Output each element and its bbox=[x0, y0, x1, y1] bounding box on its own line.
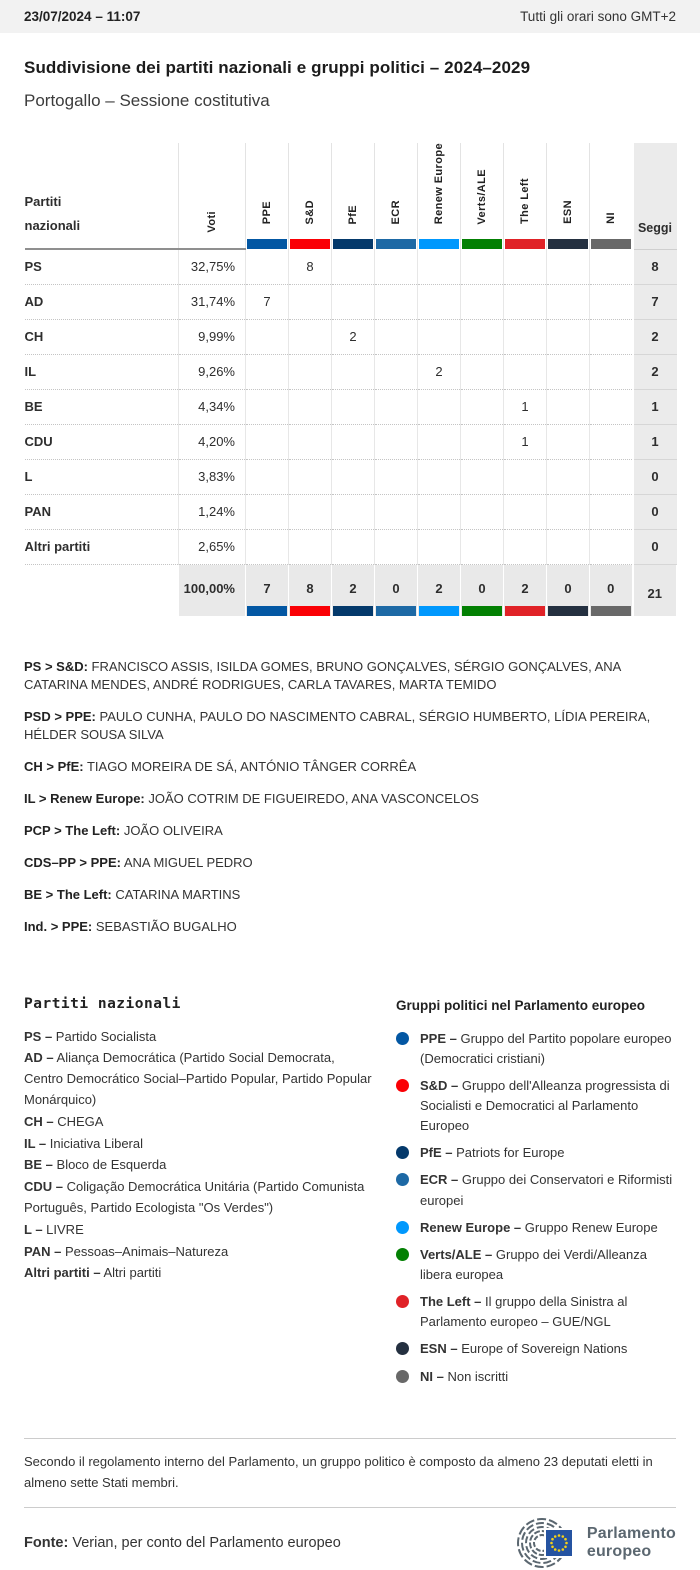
column-header-group bbox=[332, 143, 375, 249]
group-legend-text: Renew Europe – Gruppo Renew Europe bbox=[420, 1219, 658, 1235]
seats-cell bbox=[375, 284, 418, 319]
seats-cell bbox=[246, 494, 289, 529]
seats-cell bbox=[246, 249, 289, 284]
group-color-bar bbox=[548, 606, 588, 616]
seats-cell bbox=[418, 459, 461, 494]
column-header-group bbox=[504, 143, 547, 249]
party-abbr: L – bbox=[24, 1221, 43, 1237]
seats-cell bbox=[418, 389, 461, 424]
group-legend-text: PfE – Patriots for Europe bbox=[420, 1145, 565, 1161]
group-abbr: ECR – bbox=[420, 1172, 459, 1188]
seats-cell bbox=[461, 284, 504, 319]
votes-cell: 9,99% bbox=[179, 319, 246, 354]
timezone-note: Tutti gli orari sono GMT+2 bbox=[520, 9, 676, 24]
group-legend-item bbox=[396, 1292, 676, 1332]
national-parties-legend-heading: Partiti nazionali bbox=[24, 995, 181, 1012]
party-cell: BE bbox=[25, 389, 179, 424]
seats-cell bbox=[504, 354, 547, 389]
total-seats-cell: 7 bbox=[633, 284, 677, 319]
page-subtitle: Portogallo – Sessione costitutiva bbox=[24, 91, 270, 110]
delegations-list bbox=[24, 658, 676, 935]
column-header-label: Verts/ALE bbox=[476, 168, 488, 225]
party-cell: L bbox=[25, 459, 179, 494]
total-seats-cell: 1 bbox=[633, 389, 677, 424]
seats-cell bbox=[418, 424, 461, 459]
group-color-bar bbox=[419, 239, 459, 249]
party-legend-item: CDU – Coligação Democrática Unitária (Partido Comunista Português, Partido Ecologista "Os Verdes") bbox=[24, 1179, 365, 1215]
column-header-group bbox=[289, 143, 332, 249]
seats-cell bbox=[461, 354, 504, 389]
group-color-bar bbox=[290, 239, 330, 249]
group-legend-item bbox=[396, 1143, 676, 1163]
ep-hemicycle-icon bbox=[516, 1516, 578, 1570]
votes-cell: 1,24% bbox=[179, 494, 246, 529]
party-legend-item: CH – CHEGA bbox=[24, 1113, 104, 1129]
logo-line1: Parlamento bbox=[586, 1524, 676, 1542]
seats-cell bbox=[461, 494, 504, 529]
seats-cell bbox=[461, 249, 504, 284]
party-cell: PAN bbox=[25, 494, 179, 529]
delegation-entry: PS > S&D: FRANCISCO ASSIS, ISILDA GOMES, BRUNO GONÇALVES, SÉRGIO GONÇALVES, ANA CATARINA MENDES, ANDRÉ RODRIGUES, CARLA TAVARES, MARTA TEMIDO bbox=[24, 659, 621, 693]
seats-cell bbox=[375, 249, 418, 284]
column-header-label: The Left bbox=[519, 178, 531, 225]
seats-cell bbox=[332, 424, 375, 459]
seats-cell: 1 bbox=[504, 424, 547, 459]
delegation-label: PCP > The Left: bbox=[24, 822, 121, 838]
table-row bbox=[25, 529, 677, 564]
seats-cell bbox=[332, 249, 375, 284]
seats-cell bbox=[246, 529, 289, 564]
group-legend-item bbox=[396, 1339, 676, 1359]
group-legend-text: The Left – Il gruppo della Sinistra al Parlamento europeo – GUE/NGL bbox=[420, 1294, 628, 1330]
delegation-entry: Ind. > PPE: SEBASTIÃO BUGALHO bbox=[24, 918, 237, 934]
seats-cell bbox=[590, 529, 633, 564]
group-color-dot bbox=[396, 1173, 409, 1186]
delegation-label: CH > PfE: bbox=[24, 758, 84, 774]
seats-cell bbox=[590, 494, 633, 529]
column-header-label: ECR bbox=[390, 199, 402, 225]
votes-cell: 2,65% bbox=[179, 529, 246, 564]
party-abbr: PS – bbox=[24, 1028, 53, 1044]
seats-cell bbox=[590, 249, 633, 284]
seats-cell bbox=[375, 354, 418, 389]
group-legend-item bbox=[396, 1076, 676, 1136]
column-header-label: PPE bbox=[261, 201, 273, 225]
table-row bbox=[25, 494, 677, 529]
party-legend-item: AD – Aliança Democrática (Partido Social Democrata, Centro Democrático Social–Partido Popular, Partido Popular Monárquico) bbox=[24, 1050, 372, 1107]
group-color-bar bbox=[333, 239, 373, 249]
group-legend-item bbox=[396, 1367, 676, 1387]
table-row bbox=[25, 424, 677, 459]
column-header-label: NI bbox=[604, 212, 617, 225]
divider bbox=[24, 1438, 676, 1439]
group-abbr: PfE – bbox=[420, 1145, 453, 1161]
seats-cell bbox=[332, 389, 375, 424]
column-header-group bbox=[461, 143, 504, 249]
total-votes-cell: 100,00% bbox=[179, 564, 246, 616]
seats-cell bbox=[332, 354, 375, 389]
seats-cell bbox=[590, 284, 633, 319]
seats-cell bbox=[547, 389, 590, 424]
group-abbr: The Left – bbox=[420, 1294, 482, 1310]
delegation-entry: PCP > The Left: JOÃO OLIVEIRA bbox=[24, 822, 223, 838]
seats-cell: 1 bbox=[504, 389, 547, 424]
table-row bbox=[25, 459, 677, 494]
seats-cell: 7 bbox=[246, 284, 289, 319]
total-seats-by-group-cell: 0 bbox=[461, 564, 504, 616]
seats-table bbox=[24, 143, 677, 616]
column-header-group bbox=[590, 143, 633, 249]
total-seats-cell: 2 bbox=[633, 354, 677, 389]
source-text bbox=[24, 1535, 341, 1551]
column-header-label: PfE bbox=[347, 204, 359, 225]
group-color-bar bbox=[419, 606, 459, 616]
seats-cell bbox=[461, 389, 504, 424]
group-color-dot bbox=[396, 1370, 409, 1383]
group-color-bar bbox=[505, 606, 545, 616]
column-header-group bbox=[246, 143, 289, 249]
seats-cell bbox=[289, 284, 332, 319]
group-legend-text: NI – Non iscritti bbox=[420, 1368, 509, 1384]
delegation-entry: BE > The Left: CATARINA MARTINS bbox=[24, 886, 241, 902]
column-header-label: Renew Europe bbox=[433, 143, 445, 225]
eu-flag-icon bbox=[545, 1529, 573, 1557]
votes-cell: 3,83% bbox=[179, 459, 246, 494]
group-abbr: PPE – bbox=[420, 1030, 457, 1046]
european-parliament-logo bbox=[516, 1516, 676, 1570]
group-abbr: NI – bbox=[420, 1368, 444, 1384]
row-header-label: Partiti nazionali bbox=[24, 194, 81, 234]
group-color-bar bbox=[462, 606, 502, 616]
table-header-row bbox=[25, 143, 677, 249]
table-row bbox=[25, 354, 677, 389]
seats-cell bbox=[289, 459, 332, 494]
seats-cell bbox=[461, 424, 504, 459]
votes-cell: 32,75% bbox=[179, 249, 246, 284]
seats-cell bbox=[504, 249, 547, 284]
party-abbr: Altri partiti – bbox=[24, 1265, 101, 1281]
delegation-label: CDS–PP > PPE: bbox=[24, 854, 121, 870]
total-seats-by-group-cell: 0 bbox=[590, 564, 633, 616]
group-color-bar bbox=[591, 239, 631, 249]
party-legend-item: PAN – Pessoas–Animais–Natureza bbox=[24, 1243, 229, 1259]
seats-cell bbox=[590, 319, 633, 354]
group-legend-item bbox=[396, 1029, 676, 1069]
group-legend-text: PPE – Gruppo del Partito popolare europeo (Democratici cristiani) bbox=[420, 1030, 672, 1066]
total-seats-by-group-cell: 7 bbox=[246, 564, 289, 616]
table-row bbox=[25, 319, 677, 354]
total-seats-cell: 8 bbox=[633, 249, 677, 284]
party-cell: Altri partiti bbox=[25, 529, 179, 564]
party-legend-item: BE – Bloco de Esquerda bbox=[24, 1157, 167, 1173]
party-cell: AD bbox=[25, 284, 179, 319]
party-abbr: CH – bbox=[24, 1113, 54, 1129]
delegation-entry: CDS–PP > PPE: ANA MIGUEL PEDRO bbox=[24, 854, 253, 870]
total-spacer-cell bbox=[25, 564, 179, 616]
delegation-label: PSD > PPE: bbox=[24, 709, 96, 725]
party-legend-item: Altri partiti – Altri partiti bbox=[24, 1265, 162, 1281]
seats-cell bbox=[375, 494, 418, 529]
seats-cell bbox=[547, 529, 590, 564]
group-legend-item bbox=[396, 1170, 676, 1210]
column-header-label: S&D bbox=[304, 199, 316, 225]
total-seats-by-group-cell: 0 bbox=[375, 564, 418, 616]
national-parties-legend bbox=[24, 996, 372, 1394]
party-cell: PS bbox=[25, 249, 179, 284]
votes-cell: 31,74% bbox=[179, 284, 246, 319]
seats-cell bbox=[590, 459, 633, 494]
group-color-dot bbox=[396, 1079, 409, 1092]
seats-cell bbox=[590, 389, 633, 424]
seats-cell bbox=[547, 249, 590, 284]
seats-cell bbox=[504, 529, 547, 564]
column-header-group bbox=[547, 143, 590, 249]
group-abbr: S&D – bbox=[420, 1077, 459, 1093]
seats-cell bbox=[375, 319, 418, 354]
logo-wordmark bbox=[587, 1525, 676, 1560]
seats-cell bbox=[461, 529, 504, 564]
political-groups-legend-heading: Gruppi politici nel Parlamento europeo bbox=[396, 997, 646, 1013]
group-color-bar bbox=[462, 239, 502, 249]
seats-cell bbox=[590, 424, 633, 459]
delegation-entry: IL > Renew Europe: JOÃO COTRIM DE FIGUEIREDO, ANA VASCONCELOS bbox=[24, 790, 479, 806]
seats-cell bbox=[289, 529, 332, 564]
seats-cell bbox=[289, 319, 332, 354]
group-legend-text: Verts/ALE – Gruppo dei Verdi/Alleanza libera europea bbox=[420, 1246, 647, 1282]
total-seats-by-group-cell: 8 bbox=[289, 564, 332, 616]
votes-cell: 9,26% bbox=[179, 354, 246, 389]
delegation-entry: CH > PfE: TIAGO MOREIRA DE SÁ, ANTÓNIO TÂNGER CORRÊA bbox=[24, 758, 417, 774]
seats-cell bbox=[375, 389, 418, 424]
table-row bbox=[25, 389, 677, 424]
group-abbr: Renew Europe – bbox=[420, 1219, 522, 1235]
votes-cell: 4,34% bbox=[179, 389, 246, 424]
seats-cell bbox=[461, 319, 504, 354]
group-color-dot bbox=[396, 1221, 409, 1234]
logo-line2: europeo bbox=[586, 1542, 652, 1560]
group-color-dot bbox=[396, 1146, 409, 1159]
seats-cell bbox=[547, 459, 590, 494]
total-seats-cell: 0 bbox=[633, 459, 677, 494]
seats-cell bbox=[418, 249, 461, 284]
seats-cell bbox=[332, 284, 375, 319]
votes-cell: 4,20% bbox=[179, 424, 246, 459]
total-seats-by-group-cell: 2 bbox=[504, 564, 547, 616]
group-color-bar bbox=[505, 239, 545, 249]
party-legend-item: IL – Iniciativa Liberal bbox=[24, 1135, 143, 1151]
table-row bbox=[25, 284, 677, 319]
seats-cell bbox=[547, 319, 590, 354]
seats-cell bbox=[289, 354, 332, 389]
party-abbr: PAN – bbox=[24, 1243, 62, 1259]
column-header-group bbox=[375, 143, 418, 249]
total-seats-by-group-cell: 2 bbox=[418, 564, 461, 616]
total-seats-cell: 0 bbox=[633, 529, 677, 564]
seats-cell bbox=[418, 319, 461, 354]
seats-cell bbox=[547, 284, 590, 319]
seats-cell bbox=[289, 494, 332, 529]
party-legend-item: PS – Partido Socialista bbox=[24, 1028, 157, 1044]
total-seats-cell: 0 bbox=[633, 494, 677, 529]
group-color-bar bbox=[376, 606, 416, 616]
party-cell: CH bbox=[25, 319, 179, 354]
seats-cell bbox=[590, 354, 633, 389]
grand-total-cell: 21 bbox=[633, 564, 677, 616]
group-legend-item bbox=[396, 1245, 676, 1285]
seats-cell bbox=[418, 529, 461, 564]
group-legend-item bbox=[396, 1218, 676, 1238]
group-color-bar bbox=[376, 239, 416, 249]
page-title: Suddivisione dei partiti nazionali e gruppi politici – 2024–2029 bbox=[24, 58, 531, 77]
seats-cell bbox=[332, 529, 375, 564]
party-abbr: IL – bbox=[24, 1135, 47, 1151]
seats-cell bbox=[246, 319, 289, 354]
group-legend-text: ECR – Gruppo dei Conservatori e Riformisti europei bbox=[420, 1172, 673, 1208]
seats-cell: 8 bbox=[289, 249, 332, 284]
source-value: Verian, per conto del Parlamento europeo bbox=[72, 1534, 341, 1551]
seats-cell bbox=[332, 494, 375, 529]
group-color-bar bbox=[247, 239, 287, 249]
source-row bbox=[24, 1516, 676, 1570]
total-seats-cell: 1 bbox=[633, 424, 677, 459]
group-legend-text: ESN – Europe of Sovereign Nations bbox=[420, 1341, 628, 1357]
total-seats-cell: 2 bbox=[633, 319, 677, 354]
group-abbr: Verts/ALE – bbox=[420, 1246, 493, 1262]
delegation-entry: PSD > PPE: PAULO CUNHA, PAULO DO NASCIMENTO CABRAL, SÉRGIO HUMBERTO, LÍDIA PEREIRA, HÉLDER SOUSA SILVA bbox=[24, 709, 651, 743]
seats-cell bbox=[246, 354, 289, 389]
group-color-bar bbox=[290, 606, 330, 616]
party-abbr: AD – bbox=[24, 1050, 54, 1066]
party-cell: IL bbox=[25, 354, 179, 389]
table-total-row bbox=[25, 564, 677, 616]
seats-cell bbox=[246, 459, 289, 494]
footer-note: Secondo il regolamento interno del Parlamento, un gruppo politico è composto da almeno 23 deputati eletti in almeno sette Stati membri. bbox=[24, 1453, 653, 1491]
seats-cell bbox=[504, 494, 547, 529]
divider bbox=[24, 1507, 676, 1508]
seats-cell bbox=[246, 389, 289, 424]
table-row bbox=[25, 249, 677, 284]
total-seats-by-group-cell: 2 bbox=[332, 564, 375, 616]
delegation-label: PS > S&D: bbox=[24, 659, 88, 675]
political-groups-legend bbox=[396, 996, 676, 1394]
group-color-dot bbox=[396, 1032, 409, 1045]
column-header-seggi: Seggi bbox=[633, 143, 677, 249]
top-info-band bbox=[0, 0, 700, 33]
delegation-label: IL > Renew Europe: bbox=[24, 790, 145, 806]
party-abbr: CDU – bbox=[24, 1179, 64, 1195]
group-color-bar bbox=[247, 606, 287, 616]
seats-cell bbox=[504, 284, 547, 319]
total-seats-by-group-cell: 0 bbox=[547, 564, 590, 616]
group-color-bar bbox=[591, 606, 631, 616]
seats-cell bbox=[375, 529, 418, 564]
source-label: Fonte: bbox=[24, 1534, 69, 1551]
seats-cell bbox=[246, 424, 289, 459]
seats-cell bbox=[289, 389, 332, 424]
group-color-bar bbox=[333, 606, 373, 616]
seats-cell: 2 bbox=[332, 319, 375, 354]
column-header-voti bbox=[179, 143, 246, 249]
party-abbr: BE – bbox=[24, 1157, 53, 1173]
seats-cell bbox=[547, 494, 590, 529]
seats-cell bbox=[375, 459, 418, 494]
seats-cell bbox=[461, 459, 504, 494]
delegation-label: BE > The Left: bbox=[24, 886, 112, 902]
report-datetime: 23/07/2024 – 11:07 bbox=[24, 9, 141, 24]
group-legend-text: S&D – Gruppo dell'Alleanza progressista di Socialisti e Democratici al Parlamento Europeo bbox=[420, 1077, 670, 1134]
seats-cell bbox=[418, 494, 461, 529]
party-cell: CDU bbox=[25, 424, 179, 459]
column-header-group bbox=[418, 143, 461, 249]
group-color-dot bbox=[396, 1342, 409, 1355]
seats-cell bbox=[504, 459, 547, 494]
row-header-cell bbox=[25, 143, 179, 249]
seats-cell bbox=[418, 284, 461, 319]
group-color-bar bbox=[548, 239, 588, 249]
group-abbr: ESN – bbox=[420, 1341, 458, 1357]
group-color-dot bbox=[396, 1248, 409, 1261]
seats-cell bbox=[289, 424, 332, 459]
party-legend-item: L – LIVRE bbox=[24, 1221, 84, 1237]
group-color-dot bbox=[396, 1295, 409, 1308]
seats-cell bbox=[375, 424, 418, 459]
seats-cell bbox=[547, 424, 590, 459]
delegation-label: Ind. > PPE: bbox=[24, 918, 93, 934]
seats-cell: 2 bbox=[418, 354, 461, 389]
column-header-label: Voti bbox=[206, 210, 218, 233]
seats-cell bbox=[332, 459, 375, 494]
seats-cell bbox=[547, 354, 590, 389]
seats-cell bbox=[504, 319, 547, 354]
legends-section bbox=[24, 996, 676, 1394]
column-header-label: ESN bbox=[562, 200, 574, 225]
